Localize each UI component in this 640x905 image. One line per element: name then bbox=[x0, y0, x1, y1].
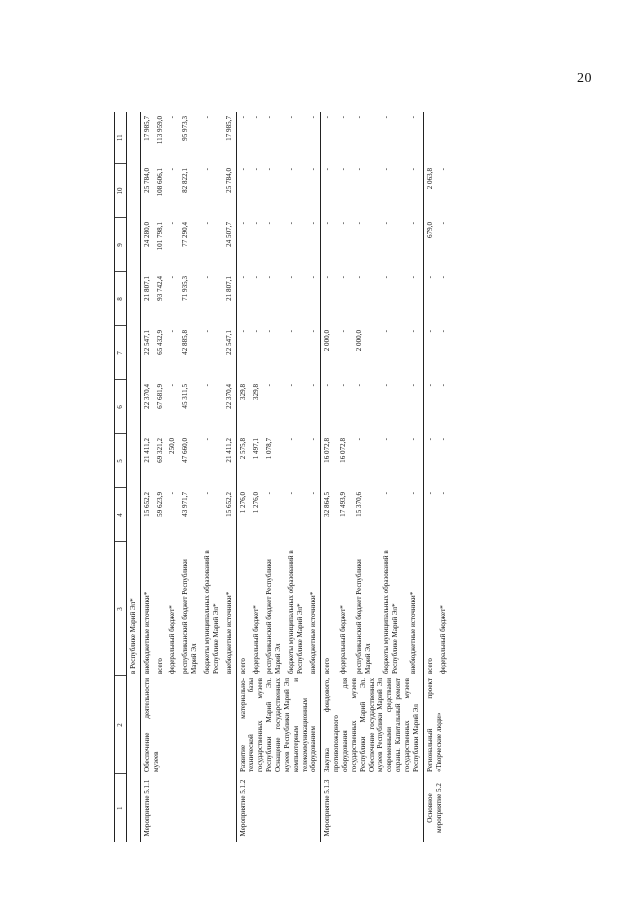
value-cell: - bbox=[264, 384, 273, 387]
value-cell: - bbox=[423, 380, 436, 434]
value-cell: - bbox=[236, 164, 250, 218]
value-cell: 17 985,7 bbox=[140, 112, 153, 164]
value-cell: - bbox=[203, 330, 212, 333]
value-cell: - bbox=[408, 492, 417, 495]
funding-source: внебюджетные источники* bbox=[408, 591, 417, 674]
value-cell: - bbox=[339, 168, 348, 171]
column-number: 5 bbox=[115, 434, 127, 488]
column-number: 4 bbox=[115, 488, 127, 542]
column-number: 11 bbox=[115, 112, 127, 164]
value-cell: - bbox=[321, 112, 337, 164]
funding-source: внебюджетные источники* bbox=[140, 542, 153, 676]
funding-source: всего bbox=[155, 658, 164, 674]
value-cell: 113 959,0 bbox=[155, 116, 164, 145]
value-cell: - bbox=[168, 330, 177, 333]
value-cell: - bbox=[287, 438, 295, 441]
value-cell: 25 784,0 bbox=[140, 164, 153, 218]
measure-id: Основное мероприятие 5.2 bbox=[423, 774, 449, 842]
value-cell: 16 072,8 bbox=[339, 438, 348, 463]
value-cell: - bbox=[339, 276, 348, 279]
value-cell: - bbox=[264, 222, 273, 225]
column-number: 8 bbox=[115, 272, 127, 326]
column-number: 7 bbox=[115, 326, 127, 380]
measure-id: Мероприятие 5.1.3 bbox=[321, 774, 423, 842]
value-cell: - bbox=[321, 218, 337, 272]
value-cell: 21 411,2 bbox=[140, 434, 153, 488]
value-cell: - bbox=[438, 276, 447, 279]
value-cell: - bbox=[264, 492, 273, 495]
value-cell: - bbox=[355, 276, 364, 279]
value-cell: - bbox=[203, 116, 212, 119]
column-number: 2 bbox=[115, 676, 127, 774]
table-body bbox=[126, 112, 449, 842]
value-cell: - bbox=[438, 168, 447, 171]
value-cell: 15 652,2 bbox=[224, 492, 233, 517]
funding-source: бюджеты муниципальных образований в Республике Марий Эл* bbox=[381, 550, 399, 674]
value-cell: 59 623,9 bbox=[155, 492, 164, 517]
value-cell: 42 885,8 bbox=[181, 330, 190, 355]
value-cell: - bbox=[309, 168, 318, 171]
value-cell: - bbox=[438, 330, 447, 333]
value-cell: 16 072,8 bbox=[321, 434, 337, 488]
value-cell: - bbox=[355, 438, 364, 441]
value-cell: - bbox=[408, 276, 417, 279]
value-cell: 329,8 bbox=[251, 384, 260, 400]
value-cell: - bbox=[355, 168, 364, 171]
value-cell: - bbox=[203, 384, 212, 387]
value-cell: - bbox=[381, 438, 390, 441]
value-cell bbox=[126, 380, 140, 434]
value-cell: - bbox=[236, 112, 250, 164]
value-cell: - bbox=[168, 276, 177, 279]
value-cell: - bbox=[339, 222, 348, 225]
funding-source: федеральный бюджет* bbox=[168, 605, 177, 674]
value-cell: - bbox=[236, 326, 250, 380]
value-cell: - bbox=[408, 438, 417, 441]
value-cell: - bbox=[381, 168, 390, 171]
value-cell: 2 000,0 bbox=[355, 330, 364, 352]
funding-source: республиканский бюджет Республики Марий Эл bbox=[264, 559, 282, 674]
value-cell: - bbox=[287, 384, 295, 387]
funding-source: всего bbox=[321, 542, 337, 676]
value-cell: - bbox=[309, 438, 318, 441]
value-cell: 43 971,7 bbox=[181, 492, 190, 517]
value-cell: - bbox=[321, 380, 337, 434]
funding-source: всего bbox=[236, 542, 250, 676]
value-cell: 47 660,0 bbox=[181, 438, 190, 463]
value-cell: 95 973,3 bbox=[181, 116, 190, 141]
value-cell: 108 606,1 bbox=[155, 168, 164, 197]
rotated-content bbox=[114, 112, 619, 842]
value-cell: - bbox=[168, 116, 177, 119]
value-cell: 1 276,0 bbox=[236, 488, 250, 542]
value-cell: - bbox=[168, 168, 177, 171]
value-cell bbox=[126, 488, 140, 542]
value-cell: 93 742,4 bbox=[155, 276, 164, 301]
value-cell: - bbox=[287, 492, 295, 495]
value-cell: 22 370,4 bbox=[140, 380, 153, 434]
value-cell: 2 063,8 bbox=[423, 164, 436, 218]
value-cell: - bbox=[423, 434, 436, 488]
value-cell: - bbox=[251, 168, 260, 171]
value-cell: - bbox=[438, 438, 447, 441]
value-cell: - bbox=[423, 326, 436, 380]
value-cell: - bbox=[309, 222, 318, 225]
value-cell: - bbox=[355, 222, 364, 225]
value-cell bbox=[126, 326, 140, 380]
value-cell: - bbox=[309, 116, 318, 119]
value-cell: - bbox=[287, 276, 295, 279]
funding-source: республиканский бюджет Республики Марий Эл bbox=[181, 559, 199, 674]
value-cell: 71 935,3 bbox=[181, 276, 190, 301]
value-cell bbox=[423, 112, 436, 164]
value-cell: - bbox=[381, 222, 390, 225]
value-cell: 67 681,9 bbox=[155, 384, 164, 409]
funding-source: в Республике Марий Эл* bbox=[128, 598, 137, 674]
value-cell: - bbox=[168, 384, 177, 387]
value-cell: 65 432,9 bbox=[155, 330, 164, 355]
value-cell: - bbox=[236, 218, 250, 272]
value-cell: 69 321,2 bbox=[155, 438, 164, 463]
value-cell: 24 507,7 bbox=[224, 222, 233, 247]
value-cell: - bbox=[264, 330, 273, 333]
value-cell: - bbox=[423, 488, 436, 542]
value-cell: 2 575,8 bbox=[236, 434, 250, 488]
value-cell: - bbox=[309, 330, 318, 333]
value-cell: - bbox=[264, 276, 273, 279]
table-row bbox=[140, 112, 153, 842]
value-cell: - bbox=[236, 272, 250, 326]
value-cell: - bbox=[309, 492, 318, 495]
funding-source: внебюджетные источники* bbox=[224, 591, 233, 674]
measure-title: Региональный проект «Творческие люди» bbox=[423, 676, 449, 774]
page-number: 20 bbox=[577, 71, 592, 86]
value-cell: - bbox=[423, 272, 436, 326]
value-cell: 15 652,2 bbox=[140, 488, 153, 542]
column-number: 9 bbox=[115, 218, 127, 272]
value-cell: 22 370,4 bbox=[224, 384, 233, 409]
value-cell: 101 798,1 bbox=[155, 222, 164, 251]
value-cell: - bbox=[287, 168, 295, 171]
value-cell: - bbox=[287, 222, 295, 225]
value-cell: 2 000,0 bbox=[321, 326, 337, 380]
value-cell: - bbox=[381, 116, 390, 119]
value-cell: 45 311,5 bbox=[181, 384, 190, 409]
value-cell: - bbox=[309, 276, 318, 279]
column-number: 3 bbox=[115, 542, 127, 676]
funding-source: республиканский бюджет Республики Марий Эл bbox=[355, 559, 373, 674]
value-cell: 15 370,6 bbox=[355, 492, 364, 517]
value-cell: - bbox=[309, 384, 318, 387]
value-cell: - bbox=[251, 276, 260, 279]
table-row bbox=[321, 112, 337, 842]
budget-table bbox=[114, 112, 450, 842]
value-cell: - bbox=[408, 222, 417, 225]
value-cell bbox=[437, 112, 450, 164]
funding-source: всего bbox=[423, 542, 436, 676]
value-cell: - bbox=[438, 222, 447, 225]
value-cell: 17 493,9 bbox=[339, 492, 348, 517]
value-cell: - bbox=[381, 276, 390, 279]
value-cell: - bbox=[168, 492, 177, 495]
value-cell: 82 822,1 bbox=[181, 168, 190, 193]
value-cell: - bbox=[287, 116, 295, 119]
measure-id: Мероприятие 5.1.2 bbox=[236, 774, 321, 842]
value-cell: - bbox=[355, 116, 364, 119]
value-cell: - bbox=[203, 222, 212, 225]
value-cell: - bbox=[381, 330, 390, 333]
value-cell: - bbox=[287, 330, 295, 333]
value-cell: - bbox=[168, 222, 177, 225]
value-cell: - bbox=[264, 116, 273, 119]
measure-title: Закупка фондового, противопожарного оборудования для государственных музеев Республики Марий Эл. Обеспечение государственных музеев Республики Марий Эл современными средствами охраны. Капитальный ремонт государственных музеев Республики Марий Эл bbox=[321, 676, 423, 774]
funding-source: бюджеты муниципальных образований в Республике Марий Эл* bbox=[287, 550, 304, 674]
value-cell: 24 280,0 bbox=[140, 218, 153, 272]
value-cell: - bbox=[251, 330, 260, 333]
value-cell: 25 784,0 bbox=[224, 168, 233, 193]
value-cell: - bbox=[339, 384, 348, 387]
value-cell bbox=[126, 218, 140, 272]
value-cell: - bbox=[251, 116, 260, 119]
table-row bbox=[423, 112, 436, 842]
value-cell: - bbox=[264, 168, 273, 171]
value-cell: - bbox=[408, 330, 417, 333]
value-cell bbox=[126, 112, 140, 164]
value-cell: 1 078,7 bbox=[264, 438, 273, 460]
column-number: 1 bbox=[115, 774, 127, 842]
value-cell: - bbox=[381, 492, 390, 495]
value-cell: 22 547,1 bbox=[140, 326, 153, 380]
value-cell: 21 411,2 bbox=[224, 438, 233, 463]
value-cell: - bbox=[203, 168, 212, 171]
value-cell: - bbox=[408, 116, 417, 119]
value-cell: 329,8 bbox=[236, 380, 250, 434]
value-cell: - bbox=[251, 222, 260, 225]
value-cell: - bbox=[339, 116, 348, 119]
column-number: 10 bbox=[115, 164, 127, 218]
value-cell: - bbox=[203, 492, 212, 495]
value-cell: 32 864,5 bbox=[321, 488, 337, 542]
value-cell: - bbox=[321, 164, 337, 218]
value-cell: - bbox=[339, 330, 348, 333]
value-cell bbox=[126, 164, 140, 218]
funding-source: внебюджетные источники* bbox=[309, 591, 318, 674]
value-cell: - bbox=[381, 384, 390, 387]
value-cell: - bbox=[438, 384, 447, 387]
value-cell: - bbox=[408, 384, 417, 387]
value-cell: 21 807,1 bbox=[224, 276, 233, 301]
value-cell bbox=[126, 434, 140, 488]
measure-id: Мероприятие 5.1.1 bbox=[140, 774, 236, 842]
value-cell: - bbox=[355, 384, 364, 387]
value-cell: 17 985,7 bbox=[224, 116, 233, 141]
continuation-row bbox=[126, 112, 140, 842]
value-cell: 1 497,1 bbox=[251, 438, 260, 460]
funding-source: федеральный бюджет* bbox=[438, 605, 447, 674]
value-cell: 250,0 bbox=[168, 438, 177, 454]
value-cell: - bbox=[203, 438, 212, 441]
measure-title: Обеспечение деятельности музеев bbox=[140, 676, 236, 774]
value-cell: 22 547,1 bbox=[224, 330, 233, 355]
value-cell: - bbox=[203, 276, 212, 279]
column-number: 6 bbox=[115, 380, 127, 434]
table-row bbox=[236, 112, 250, 842]
value-cell: 77 290,4 bbox=[181, 222, 190, 247]
funding-source: федеральный бюджет* bbox=[339, 605, 348, 674]
funding-source: бюджеты муниципальных образований в Республике Марий Эл* bbox=[203, 550, 220, 674]
value-cell: - bbox=[438, 492, 447, 495]
value-cell: - bbox=[408, 168, 417, 171]
funding-source: федеральный бюджет* bbox=[251, 605, 260, 674]
value-cell bbox=[126, 272, 140, 326]
value-cell: 1 276,0 bbox=[251, 492, 260, 514]
column-number-row bbox=[115, 112, 127, 842]
value-cell: 21 807,1 bbox=[140, 272, 153, 326]
measure-title: Развитие материально-технической базы государственных музеев Республики Марий Эл. Оснащение государственных музеев Республики Марий Эл компьютерным и телекоммуникационным оборудованием bbox=[236, 676, 321, 774]
value-cell: 679,0 bbox=[423, 218, 436, 272]
value-cell: - bbox=[321, 272, 337, 326]
